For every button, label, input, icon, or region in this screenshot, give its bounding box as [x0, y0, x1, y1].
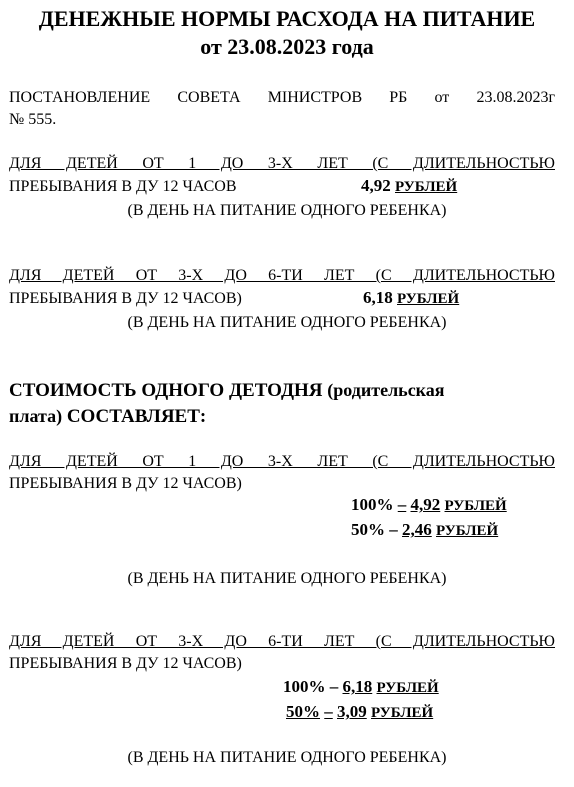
block4-row2: [286, 701, 433, 724]
block3-row1: [351, 494, 507, 517]
block4-row2-pct: 50%: [286, 702, 320, 721]
block3-line1-text: ДЛЯ ДЕТЕЙ ОТ 1 ДО 3-Х ЛЕТ (С ДЛИТЕЛЬНОСТЬЮ: [9, 453, 555, 470]
block2-line2: [9, 289, 555, 309]
section-heading-paren: (родительская: [327, 380, 445, 400]
block3-note: (В ДЕНЬ НА ПИТАНИЕ ОДНОГО РЕБЕНКА): [127, 570, 447, 587]
block2-line1-text: ДЛЯ ДЕТЕЙ ОТ 3-Х ДО 6-ТИ ЛЕТ (С ДЛИТЕЛЬНОСТЬЮ: [9, 267, 555, 284]
block3-row1-amount: 4,92: [410, 495, 441, 514]
block2-price: [363, 287, 459, 310]
block1-line1: [9, 154, 555, 174]
block4-row1-pct: 100%: [283, 677, 326, 696]
block3-row1-pct: 100%: [351, 495, 394, 514]
block4-row2-dash: –: [324, 702, 333, 721]
block3-row2-dash: –: [389, 520, 398, 539]
decree-line2: № 555.: [9, 111, 57, 128]
block3-line1: [9, 452, 555, 472]
block1-unit: РУБЛЕЙ: [395, 179, 458, 195]
block3-row2-amount: 2,46: [402, 520, 432, 539]
block2-line2-text: ПРЕБЫВАНИЯ В ДУ 12 ЧАСОВ): [9, 290, 242, 307]
block3-row1-unit: РУБЛЕЙ: [444, 498, 507, 514]
section-heading-line1: [9, 378, 445, 403]
block3-row1-dash: –: [397, 495, 407, 514]
block1-line1-text: ДЛЯ ДЕТЕЙ ОТ 1 ДО 3-Х ЛЕТ (С ДЛИТЕЛЬНОСТЬЮ: [9, 155, 555, 172]
block4-row2-amount: 3,09: [337, 702, 367, 721]
block4-line1-text: ДЛЯ ДЕТЕЙ ОТ 3-Х ДО 6-ТИ ЛЕТ (С ДЛИТЕЛЬНОСТЬЮ: [9, 633, 555, 650]
section-heading-bold2: СОСТАВЛЯЕТ:: [66, 406, 207, 427]
block3-line2: ПРЕБЫВАНИЯ В ДУ 12 ЧАСОВ): [9, 475, 242, 492]
page-title: ДЕНЕЖНЫЕ НОРМЫ РАСХОДА НА ПИТАНИЕ: [38, 6, 536, 31]
block1-amount: 4,92: [361, 176, 391, 195]
block1-note: (В ДЕНЬ НА ПИТАНИЕ ОДНОГО РЕБЕНКА): [127, 202, 447, 219]
page-subtitle-date: от 23.08.2023 года: [200, 34, 374, 59]
block2-line1: [9, 266, 555, 286]
block2-unit: РУБЛЕЙ: [397, 291, 460, 307]
section-heading-bold: СТОИМОСТЬ ОДНОГО ДЕТОДНЯ: [9, 380, 323, 401]
block1-line2-text: ПРЕБЫВАНИЯ В ДУ 12 ЧАСОВ: [9, 178, 237, 195]
block1-line2: [9, 177, 555, 197]
block4-line1: [9, 632, 555, 652]
block3-row2: [351, 519, 498, 542]
block1-price: [361, 175, 457, 198]
block4-row1-unit: РУБЛЕЙ: [376, 680, 439, 696]
block3-row2-unit: РУБЛЕЙ: [436, 523, 499, 539]
block2-amount: 6,18: [363, 288, 393, 307]
block4-row2-unit: РУБЛЕЙ: [371, 705, 434, 721]
block4-row1-amount: 6,18: [342, 677, 373, 696]
block3-row2-pct: 50%: [351, 520, 385, 539]
block4-line2: ПРЕБЫВАНИЯ В ДУ 12 ЧАСОВ): [9, 655, 242, 672]
block2-note: (В ДЕНЬ НА ПИТАНИЕ ОДНОГО РЕБЕНКА): [127, 314, 447, 331]
block4-row1: [283, 676, 439, 699]
block4-note: (В ДЕНЬ НА ПИТАНИЕ ОДНОГО РЕБЕНКА): [127, 749, 447, 766]
section-heading-paren2: плата): [9, 406, 63, 426]
decree-line1: ПОСТАНОВЛЕНИЕ СОВЕТА МІНИСТРОВ РБ от 23.08.2023г: [9, 89, 555, 106]
block4-row1-dash: –: [329, 677, 339, 696]
section-heading-line2: [9, 404, 206, 429]
